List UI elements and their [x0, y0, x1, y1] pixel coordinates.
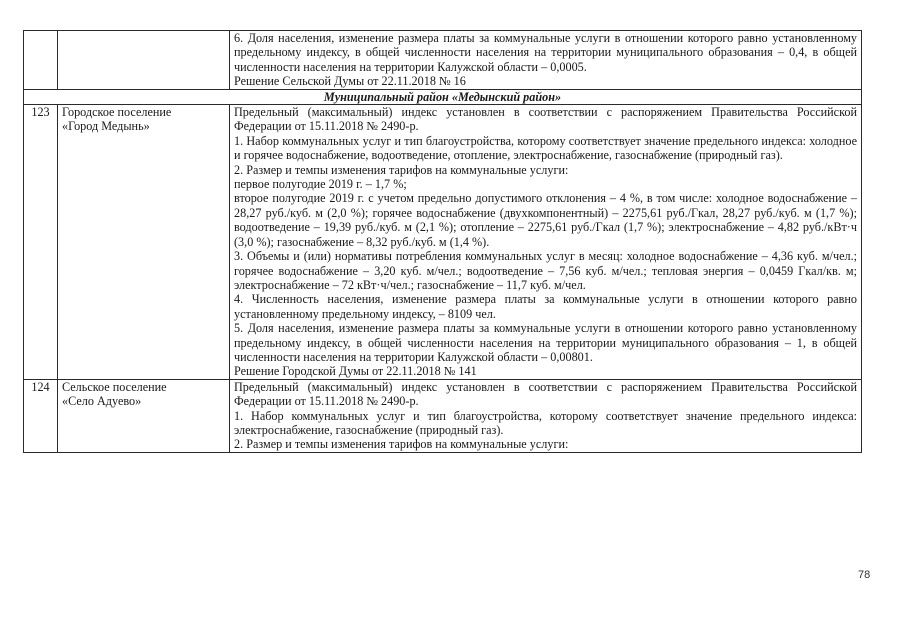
- paragraph: 3. Объемы и (или) нормативы потребления коммунальных услуг в месяц: холодное водоснабжение – 4,36 куб. м/чел.; горячее водоснабжение – 3,20 куб. м/чел.; водоотведение – 7,56 куб. м/чел.; тепловая энергия – 0,0459 Гкал/кв. м; электроснабжение – 72 кВт·ч/чел.; газоснабжение – 11,7 куб. м/чел.: [234, 249, 857, 292]
- paragraph: 2. Размер и темпы изменения тарифов на коммунальные услуги:: [234, 437, 569, 452]
- row-number: [24, 31, 58, 90]
- settlement-type: Сельское поселение: [62, 379, 167, 394]
- table-row-124: [24, 379, 862, 452]
- row-content: [230, 31, 862, 90]
- paragraph: 4. Численность населения, изменение размера платы за коммунальные услуги в отношении которого равно установленному предельному индексу, – 8109 чел.: [234, 292, 857, 321]
- decision-reference: Решение Городской Думы от 22.11.2018 № 141: [234, 364, 477, 379]
- paragraph: 1. Набор коммунальных услуг и тип благоустройства, которому соответствует значение предельного индекса: электроснабжение, газоснабжение (природный газ).: [234, 408, 857, 437]
- row-content: [230, 105, 862, 380]
- section-header-row: [24, 89, 862, 104]
- row-content: [230, 379, 862, 452]
- settlement-name: [58, 31, 230, 90]
- paragraph: 1. Набор коммунальных услуг и тип благоустройства, которому соответствует значение предельного индекса: холодное и горячее водоснабжение, водоотведение, отопление, электроснабжение, газоснабжение (природный газ).: [234, 133, 857, 163]
- table-row-123: [24, 105, 862, 380]
- settlement-title: «Город Медынь»: [62, 119, 150, 134]
- paragraph: Предельный (максимальный) индекс установлен в соответствии с распоряжением Правительства Российской Федерации от 15.11.2018 № 2490-р.: [234, 379, 857, 409]
- settlement-title: «Село Адуево»: [62, 394, 142, 409]
- settlement-name: [58, 379, 230, 452]
- table-row-continuation: [24, 31, 862, 90]
- paragraph: 5. Доля населения, изменение размера платы за коммунальные услуги в отношении которого равно установленному предельному индексу, в общей численности населения на территории муниципального образования – 1, в общей численности населения на территории Калужской области – 0,00801.: [234, 321, 857, 364]
- settlement-name: [58, 105, 230, 380]
- paragraph: первое полугодие 2019 г. – 1,7 %;: [234, 177, 407, 192]
- row-number: 123: [24, 105, 58, 380]
- paragraph: 6. Доля населения, изменение размера платы за коммунальные услуги в отношении которого равно установленному предельному индексу, в общей численности населения на территории муниципального образования – 0,4, в общей численности населения на территории Калужской области – 0,0005.: [234, 31, 857, 74]
- settlement-type: Городское поселение: [62, 105, 172, 120]
- decision-reference: Решение Сельской Думы от 22.11.2018 № 16: [234, 74, 466, 89]
- municipal-index-table: [23, 30, 862, 453]
- section-title: Муниципальный район «Медынский район»: [24, 89, 862, 104]
- paragraph: второе полугодие 2019 г. с учетом предельно допустимого отклонения – 4 %, в том числе: холодное водоснабжение – 28,27 руб./куб. м (2,0 %); горячее водоснабжение (двухкомпонентный) – 2275,61 руб./Гкал, 28,27 руб./куб. м (1,7 %); водоотведение – 19,39 руб./куб. м (2,1 %); отопление – 2275,61 руб./Гкал (1,7 %); электроснабжение – 4,82 руб./кВт·ч (3,0 %); газоснабжение – 8,32 руб./куб. м (1,4 %).: [234, 191, 857, 249]
- row-number: 124: [24, 379, 58, 452]
- paragraph: 2. Размер и темпы изменения тарифов на коммунальные услуги:: [234, 162, 569, 177]
- page-number: 78: [858, 569, 871, 581]
- paragraph: Предельный (максимальный) индекс установлен в соответствии с распоряжением Правительства Российской Федерации от 15.11.2018 № 2490-р.: [234, 105, 857, 134]
